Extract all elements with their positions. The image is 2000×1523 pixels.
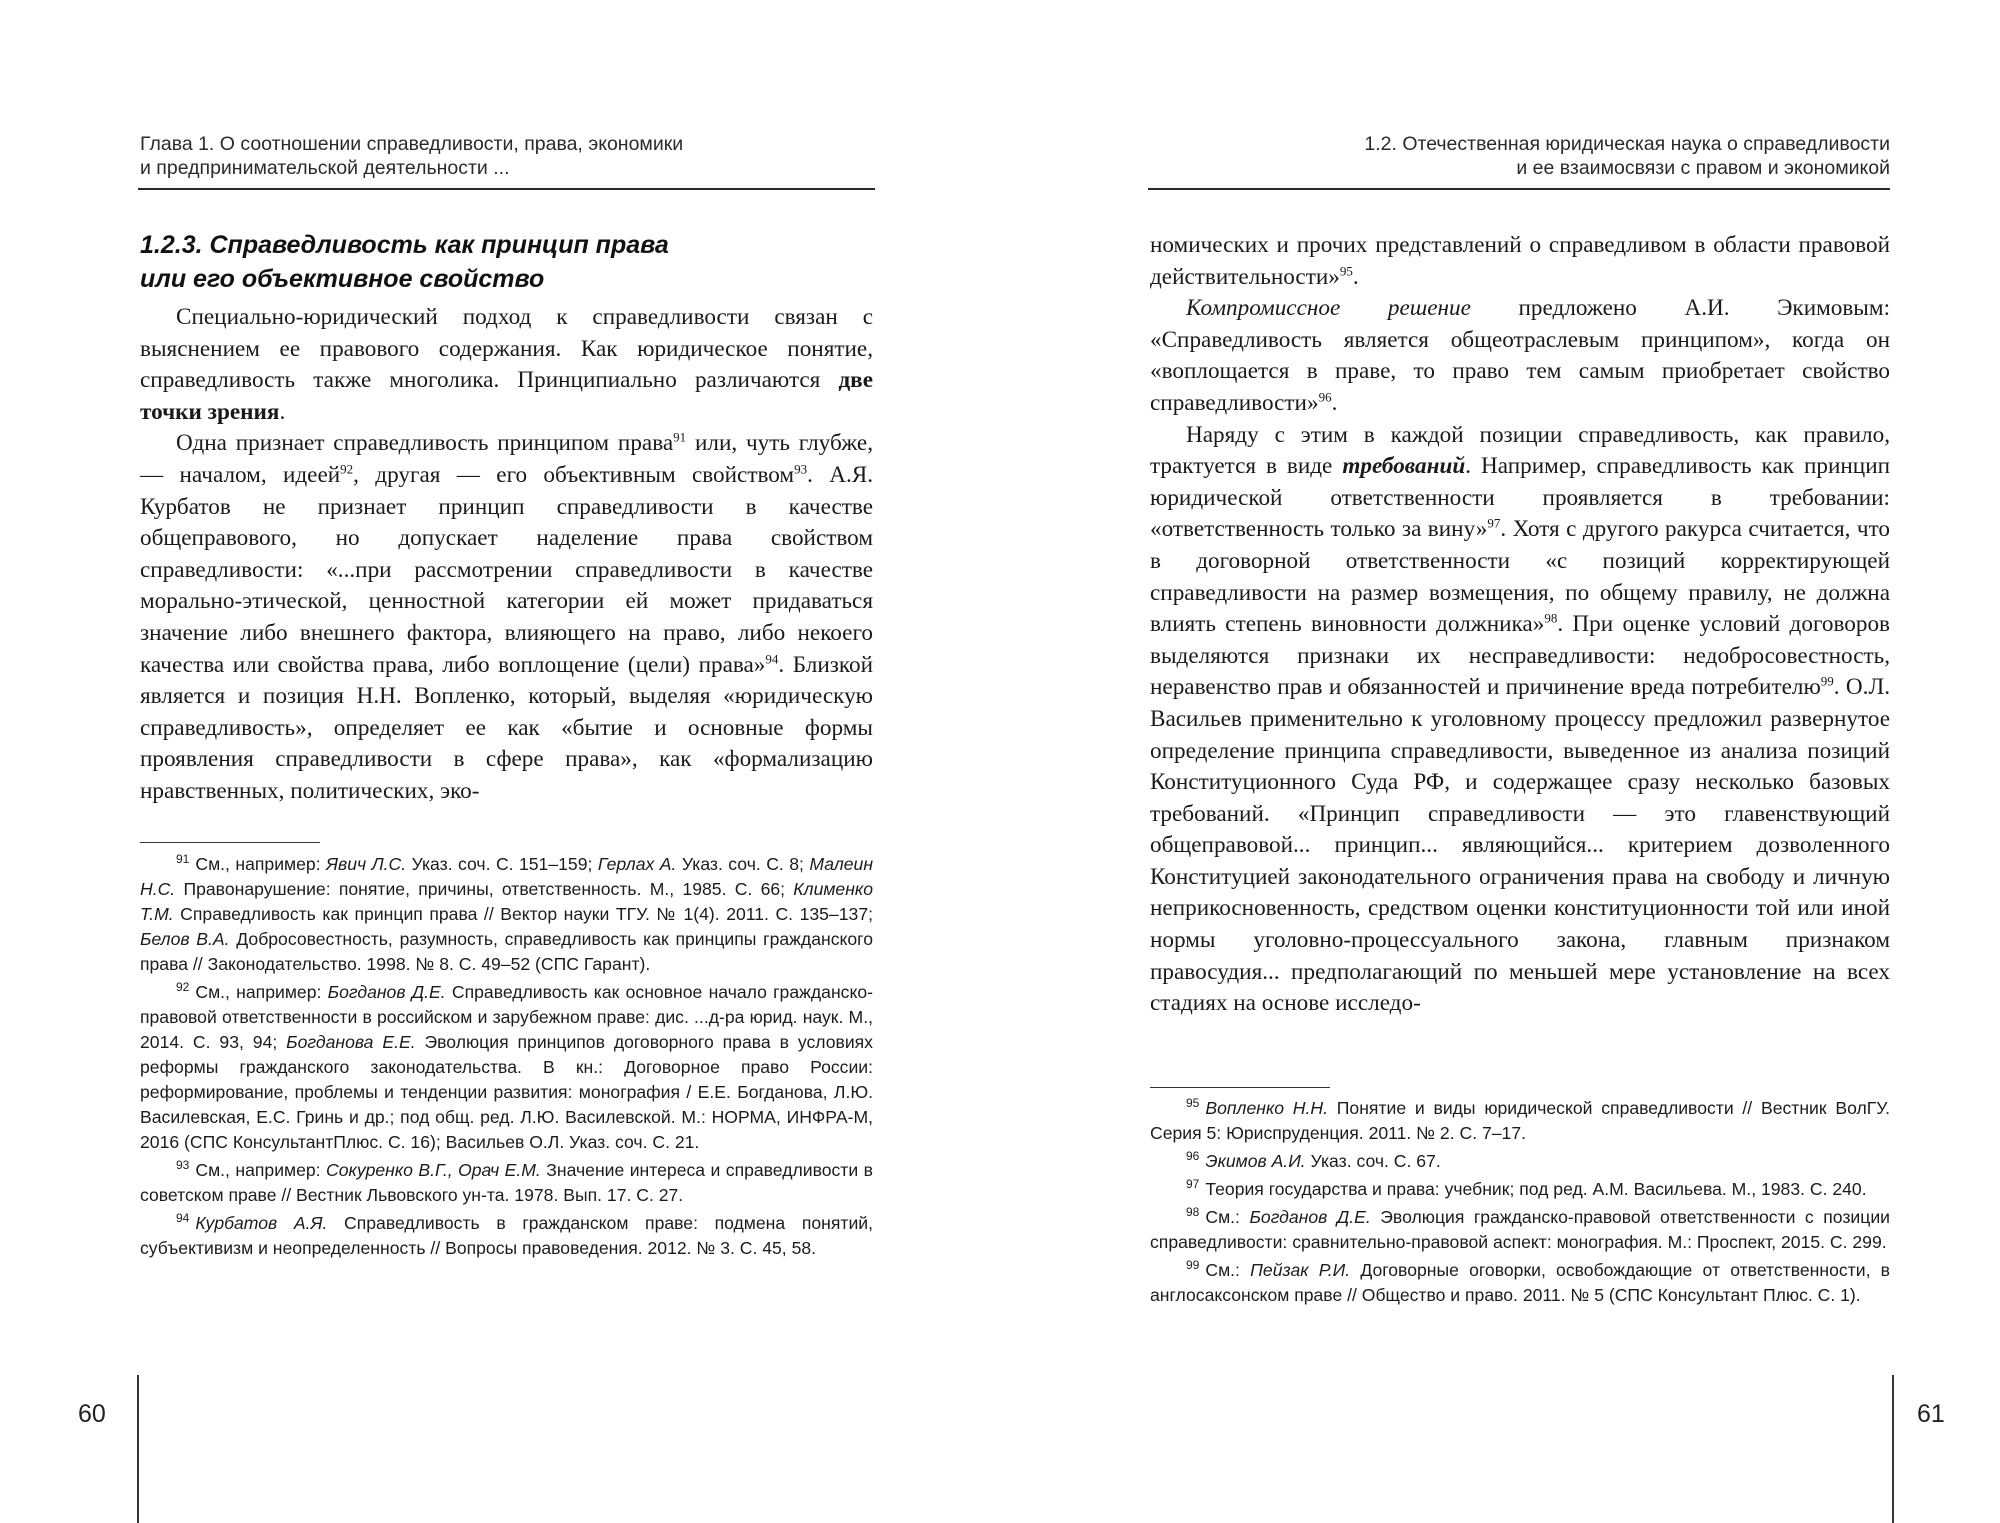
footnote-text: Теория государства и права: учебник; под ред. А.М. Васильева. М., 1983. С. 240.	[1205, 1179, 1867, 1199]
footnote	[140, 1158, 873, 1208]
footnote-ref: 93	[794, 461, 808, 477]
footnote	[1150, 1177, 1890, 1202]
footnote-author: Клименко Т.М.	[140, 879, 873, 924]
footnote	[1150, 1258, 1890, 1308]
running-header-right	[1150, 132, 1890, 180]
text-run: . Хотя с другого ракурса считается, что в договорной ответственности «с позиций корректирующей справедливости на размер возмещения, по общему правилу, не должна влиять степень виновности должника»	[1150, 516, 1890, 638]
footnote-ref: 92	[340, 461, 354, 477]
margin-rule	[1892, 1375, 1894, 1523]
text-run: . А.Я. Курбатов не признает принцип справедливости в качестве общеправового, но допускает наделение права свойством справедливости: «...при рассмотрении справедливости в качестве морально-этической, ценностной категории ей может придаваться значение либо внешнего фактора, влияющего на право, либо некоего качества или свойства права, либо воплощение (цели) права»	[140, 461, 874, 678]
footnote-number: 95	[1186, 1096, 1200, 1111]
footnote-text: Указ. соч. С. 8;	[676, 854, 810, 874]
footnote-number: 99	[1186, 1258, 1200, 1273]
footnote-number: 93	[176, 1158, 190, 1173]
footnote-text: Указ. соч. С. 67.	[1305, 1151, 1441, 1171]
page-number: 60	[78, 1400, 106, 1428]
text-run: предложено А.И. Экимовым: «Справедливость является общеотраслевым принципом», когда он «воплощается в праве, то право тем самым приобретает свойство справедливости»	[1150, 295, 1891, 416]
text-run: или, чуть глубже, — началом, идеей	[140, 430, 873, 488]
running-header-left	[140, 132, 875, 180]
footnote-text: См., например:	[195, 854, 327, 874]
footnote-author: Белов В.А.	[140, 929, 230, 949]
footnote	[140, 1211, 873, 1261]
footnote-text: Договорные оговорки, освобождающие от ответственности, в англосаксонском праве // Общество и право. 2011. № 5 (СПС Консультант Плюс. С. 1).	[1150, 1260, 1891, 1305]
footnote-ref: 96	[1318, 389, 1332, 405]
footnote-text: См.:	[1205, 1207, 1250, 1227]
text-run: , другая — его объективным свойством	[353, 461, 795, 488]
body-text-left	[140, 302, 873, 808]
text-run: .	[1352, 263, 1359, 290]
footnote	[140, 980, 873, 1155]
paragraph	[140, 428, 873, 807]
text-run: Специально-юридический подход к справедливости связан с выяснением ее правового содержания. Как юридическое понятие, справедливость также многолика. Принципиально различаются	[140, 304, 873, 394]
footnote-text: См., например:	[195, 1160, 327, 1180]
footnote-text: Правонарушение: понятие, причины, ответственность. М., 1985. С. 66;	[175, 879, 794, 899]
header-rule	[1148, 188, 1890, 190]
section-title	[140, 228, 875, 296]
footnote	[1150, 1205, 1890, 1255]
body-text-right	[1150, 230, 1890, 1020]
footnote-author: Курбатов А.Я.	[195, 1213, 328, 1233]
footnote-number: 92	[176, 980, 190, 995]
footnote-author: Экимов А.И.	[1205, 1151, 1306, 1171]
footnote-text: Справедливость в гражданском праве: подмена понятий, субъективизм и неопределенность // Вопросы правоведения. 2012. № 3. С. 45, 58.	[140, 1213, 873, 1258]
footnote-number: 98	[1186, 1205, 1200, 1220]
footnote-text: См.:	[1205, 1260, 1251, 1280]
footnote-ref: 98	[1544, 610, 1558, 626]
footnote-author: Богданов Д.Е.	[327, 982, 446, 1002]
footnote-author: Герлах А.	[597, 854, 677, 874]
footnote-text: Указ. соч. С. 151–159;	[406, 854, 598, 874]
footnote-author: Малеин Н.С.	[140, 854, 874, 899]
footnote-text: См., например:	[195, 982, 328, 1002]
text-run: .	[279, 398, 286, 425]
footnotes-left	[140, 852, 873, 1264]
footnote-author: Богданова Е.Е.	[286, 1032, 416, 1052]
text-run: . Близкой является и позиция Н.Н. Вопленко, который, выделяя «юридическую справедливость», определяет ее как «бытие и основные формы проявления справедливости в сфере права», как «формализацию нравственных, политических, эко-	[140, 651, 873, 804]
paragraph	[1150, 293, 1890, 419]
footnote-text: Добросовестность, разумность, справедливость как принципы гражданского права // Законодательство. 1998. № 8. С. 49–52 (СПС Гарант).	[140, 929, 873, 974]
text-run: Наряду с этим в каждой позиции справедливость, как правило, трактуется в виде	[1150, 421, 1890, 480]
footnote	[1150, 1149, 1890, 1174]
footnote-number: 97	[1186, 1177, 1200, 1192]
footnote-separator	[1150, 1087, 1330, 1088]
paragraph	[140, 302, 873, 428]
running-header-line-2: и предпринимательской деятельности ...	[140, 157, 510, 179]
footnote-text: Понятие и виды юридической справедливости // Вестник ВолГУ. Серия 5: Юриспруденция. 2011. № 2. С. 7–17.	[1150, 1098, 1890, 1143]
footnote-ref: 97	[1487, 515, 1501, 531]
footnote-ref: 94	[765, 650, 779, 666]
section-title-line-1: 1.2.3. Справедливость как принцип права	[140, 231, 669, 259]
footnote	[1150, 1096, 1890, 1146]
section-title-line-2: или его объективное свойство	[140, 265, 545, 293]
bold-term: две точки зрения	[140, 367, 873, 425]
footnote-author: Сокуренко В.Г., Орач Е.М.	[326, 1160, 541, 1180]
footnote-text: Значение интереса и справедливости в советском праве // Вестник Львовского ун-та. 1978. Вып. 17. С. 27.	[140, 1160, 873, 1205]
footnote	[140, 852, 873, 977]
text-run: номических и прочих представлений о справедливом в области правовой действительности»	[1150, 232, 1890, 290]
italic-term: Компромиссное решение	[1186, 295, 1471, 322]
page-number: 61	[1917, 1400, 1945, 1428]
header-rule	[138, 188, 875, 190]
running-header-line-1: Глава 1. О соотношении справедливости, права, экономики	[140, 133, 684, 155]
footnote-ref: 91	[673, 429, 687, 445]
footnote-text: Эволюция гражданско-правовой ответственности с позиции справедливости: сравнительно-правовой аспект: монография. М.: Проспект, 2015. С. 299.	[1150, 1207, 1890, 1252]
paragraph	[1150, 420, 1890, 1020]
footnote-author: Явич Л.С.	[326, 854, 407, 874]
footnotes-right	[1150, 1096, 1890, 1311]
footnote-separator	[140, 842, 320, 843]
footnote-text: Эволюция принципов договорного права в условиях реформы гражданского законодательства. В кн.: Договорное право России: реформирование, проблемы и тенденции развития: монография / Е.Е. Богданова, Л.Ю. Василевская, Е.С. Гринь и др.; под общ. ред. Л.Ю. Василевской. М.: НОРМА, ИНФРА-М, 2016 (СПС КонсультантПлюс. С. 16); Васильев О.Л. Указ. соч. С. 21.	[140, 1032, 873, 1152]
text-run: . При оценке условий договоров выделяются признаки их несправедливости: недобросовестность, неравенство прав и обязанностей и причинение вреда потребителю	[1150, 611, 1890, 701]
footnote-number: 94	[176, 1211, 190, 1226]
footnote-text: Справедливость как основное начало гражданско-правовой ответственности в российском и зарубежном праве: дис. ...д-ра юрид. наук. М., 2014. С. 93, 94;	[140, 982, 873, 1052]
footnote-text: Справедливость как принцип права // Вектор науки ТГУ. № 1(4). 2011. С. 135–137;	[173, 904, 873, 924]
margin-rule	[137, 1375, 139, 1523]
text-run: Одна признает справедливость принципом права	[176, 430, 674, 457]
footnote-author: Вопленко Н.Н.	[1205, 1098, 1328, 1118]
text-run: . О.Л. Васильев применительно к уголовному процессу предложил развернутое определение принципа справедливости, выведенное из анализа позиций Конституционного Суда РФ, и содержащее сразу несколько базовых требований. «Принцип справедливости — это главенствующий общеправовой... принцип... являющийся... критерием дозволенного Конституцией законодательного ограничения права на свободу и личную неприкосновенность, средством оценки конституционности той или иной нормы уголовно-процессуального закона, главным признаком правосудия... предполагающий по меньшей мере установление на всех стадиях на основе исследо-	[1150, 674, 1890, 1017]
right-page	[1000, 0, 2000, 1523]
running-header-line-1: 1.2. Отечественная юридическая наука о справедливости	[1364, 133, 1890, 155]
footnote-number: 96	[1186, 1149, 1200, 1164]
running-header-line-2: и ее взаимосвязи с правом и экономикой	[1516, 157, 1890, 179]
footnote-author: Пейзак Р.И.	[1250, 1260, 1351, 1280]
footnote-ref: 99	[1820, 673, 1834, 689]
footnote-ref: 95	[1339, 262, 1353, 278]
paragraph	[1150, 230, 1890, 293]
footnote-number: 91	[176, 852, 190, 867]
text-run: . Например, справедливость как принцип юридической ответственности проявляется в требовании: «ответственность только за вину»	[1150, 453, 1891, 543]
footnote-author: Богданов Д.Е.	[1249, 1207, 1371, 1227]
bold-italic-term: требований	[1342, 453, 1466, 480]
text-run: .	[1331, 389, 1338, 416]
